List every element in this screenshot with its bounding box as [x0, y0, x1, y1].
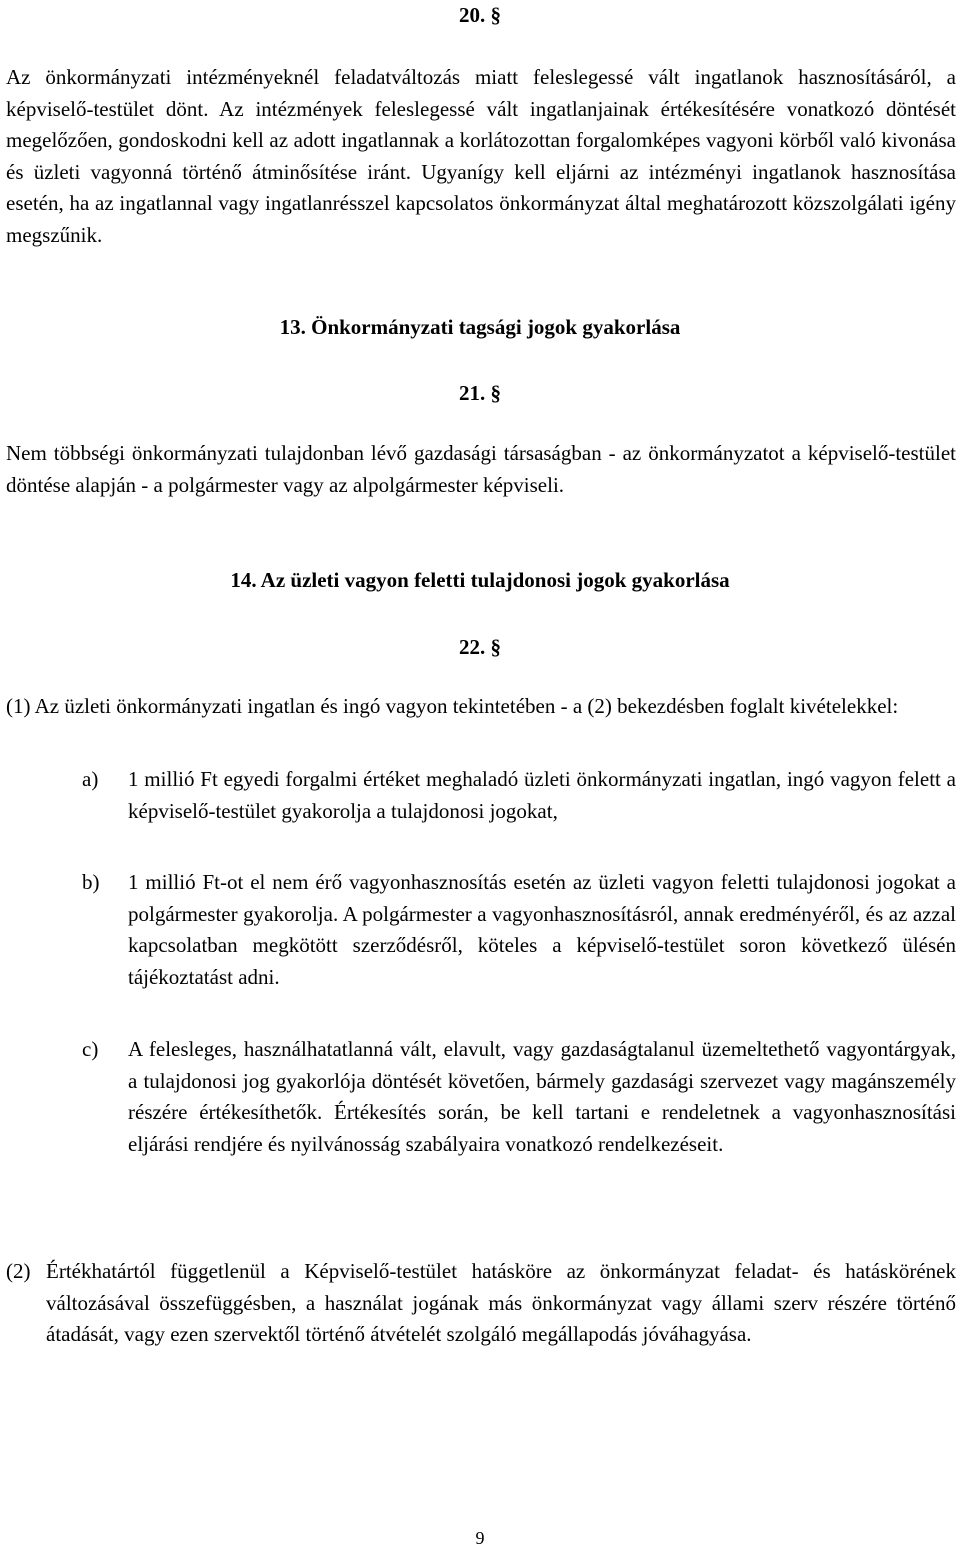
section-13-title: 13. Önkormányzati tagsági jogok gyakorlása [279, 315, 681, 339]
paragraph-22-subsection-1: (1) Az üzleti önkormányzati ingatlan és ingó vagyon tekintetében - a (2) bekezdésben foglalt kivételekkel: [6, 694, 899, 718]
list-item-text: A felesleges, használhatatlanná vált, elavult, vagy gazdaságtalanul üzemeltethető vagyontárgyak, a tulajdonosi jog gyakorlója döntését követően, bármely gazdasági szervezet vagy magánszemély részére értékesíthetők. Értékesítés során, be kell tartani e rendeletnek a vagyonhasznosítási eljárási rendjére és nyilvánosság szabályaira vonatkozó rendelkezéseit. [128, 1037, 956, 1156]
list-item-c [82, 1034, 956, 1160]
list-marker: b) [82, 870, 100, 894]
paragraph-22-subsection-2 [6, 1256, 956, 1351]
list-item-text: 1 millió Ft-ot el nem érő vagyonhasznosítás esetén az üzleti vagyon feletti tulajdonosi jogokat a polgármester gyakorolja. A polgármester a vagyonhasznosításról, annak eredményéről, és az azzal kapcsolatban megkötött szerződésről, köteles a képviselő-testület soron következő ülésén tájékoztatást adni. [128, 870, 956, 989]
subsection-marker: (2) [6, 1259, 31, 1283]
list-marker: a) [82, 767, 99, 791]
subsection-text: Értékhatártól függetlenül a Képviselő-testület hatásköre az önkormányzat feladat- és hatáskörének változásával összefüggésben, a használat jogának más önkormányzat vagy állami szerv részére történő átadását, vagy ezen szervektől történő átvételét szolgáló megállapodás jóváhagyása. [46, 1259, 956, 1346]
paragraph-21-text: Nem többségi önkormányzati tulajdonban lévő gazdasági társaságban - az önkormányzatot a képviselő-testület döntése alapján - a polgármester vagy az alpolgármester képviseli. [6, 441, 956, 497]
list-marker: c) [82, 1037, 99, 1061]
paragraph-22-title: 22. § [459, 635, 501, 659]
section-14-title: 14. Az üzleti vagyon feletti tulajdonosi jogok gyakorlása [230, 568, 730, 592]
paragraph-21-title: 21. § [459, 381, 501, 405]
paragraph-20-title: 20. § [459, 3, 501, 27]
paragraph-20-text: Az önkormányzati intézményeknél feladatváltozás miatt feleslegessé vált ingatlanok hasznosításáról, a képviselő-testület dönt. Az intézmények feleslegessé vált ingatlanjainak értékesítésére vonatkozó döntését megelőzően, gondoskodni kell az adott ingatlannak a korlátozottan forgalomképes vagyoni körből való kivonása és üzleti vagyonná történő átminősítése iránt. Ugyanígy kell eljárni az intézményi ingatlanok hasznosítása esetén, ha az ingatlannal vagy ingatlanrésszel kapcsolatos önkormányzat által meghatározott közszolgálati igény megszűnik. [6, 65, 956, 247]
page-number: 9 [475, 1528, 485, 1548]
list-item-b [82, 867, 956, 993]
list-item-text: 1 millió Ft egyedi forgalmi értéket meghaladó üzleti önkormányzati ingatlan, ingó vagyon felett a képviselő-testület gyakorolja a tulajdonosi jogokat, [128, 767, 956, 823]
list-item-a [82, 764, 956, 827]
